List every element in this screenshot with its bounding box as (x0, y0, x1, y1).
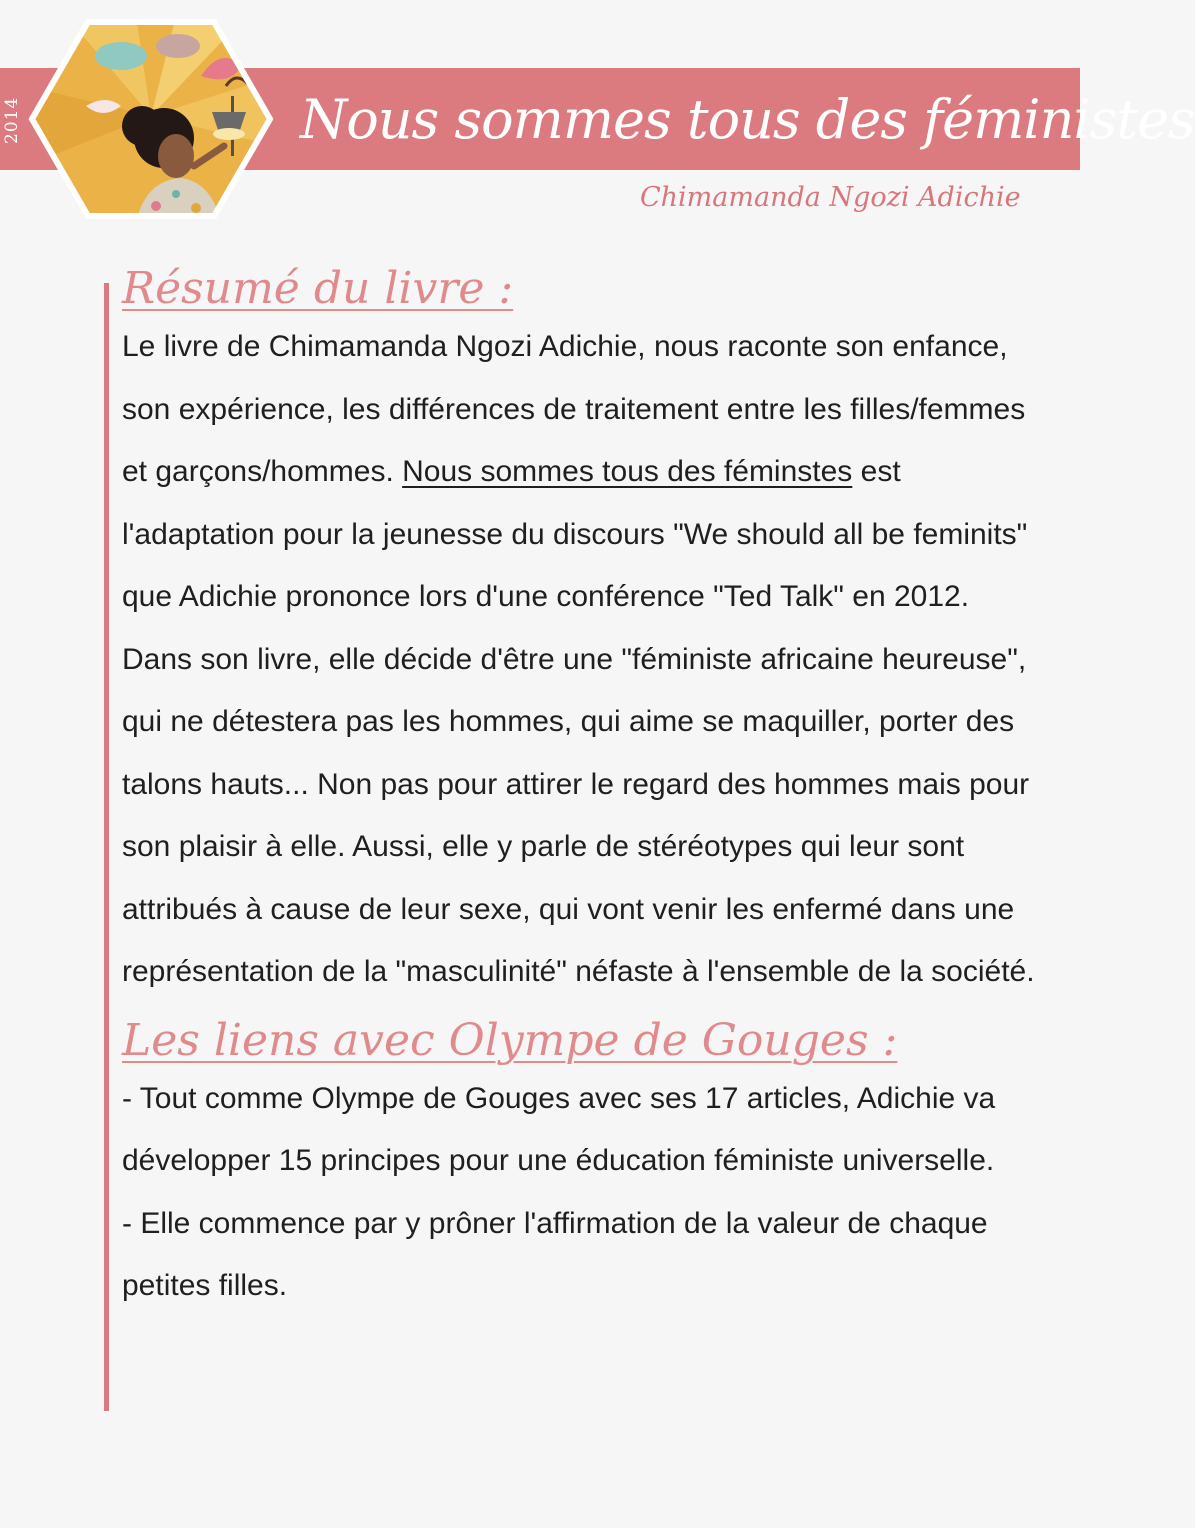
links-item-1: - Tout comme Olympe de Gouges avec ses 17 articles, Adichie va développer 15 principes pour une éducation féministe universelle. (122, 1081, 996, 1177)
section-accent-bar (104, 283, 109, 1411)
page-title: Nous sommes tous des féministes (300, 88, 1195, 151)
links-item-2: - Elle commence par y prôner l'affirmation de la valeur de chaque petites filles. (122, 1206, 988, 1302)
summary-paragraph-2: Dans son livre, elle décide d'être une "féministe africaine heureuse", qui ne détestera pas les hommes, qui aime se maquiller, porter des talons hauts... Non pas pour attirer le regard des hommes mais pour son plaisir à elle. Aussi, elle y parle de stéréotypes qui leur sont attribués à cause de leur sexe, qui vont venir les enfermé dans une représentation de la "masculinité" néfaste à l'ensemble de la société. (122, 642, 1035, 988)
summary-p1-start: Le livre de Chimamanda Ngozi Adichie, nous raconte son enfance, son expérience, les différences de traitement entre les filles/femmes et garçons/hommes. (122, 330, 1026, 488)
summary-p1-end: est l'adaptation pour la jeunesse du discours "We should all be feminits" que Adichie prononce lors d'une conférence "Ted Talk" en 2012. (122, 455, 1028, 613)
links-heading: Les liens avec Olympe de Gouges : (122, 1014, 898, 1066)
year-label: 2014 (2, 96, 22, 144)
author-name: Chimamanda Ngozi Adichie (640, 182, 1021, 213)
main-content (122, 262, 1042, 1318)
book-title-underlined: Nous sommes tous des féminstes (402, 455, 853, 488)
summary-paragraph-1 (122, 316, 1042, 629)
summary-heading: Résumé du livre : (122, 263, 514, 314)
book-cover-illustration (26, 16, 276, 222)
